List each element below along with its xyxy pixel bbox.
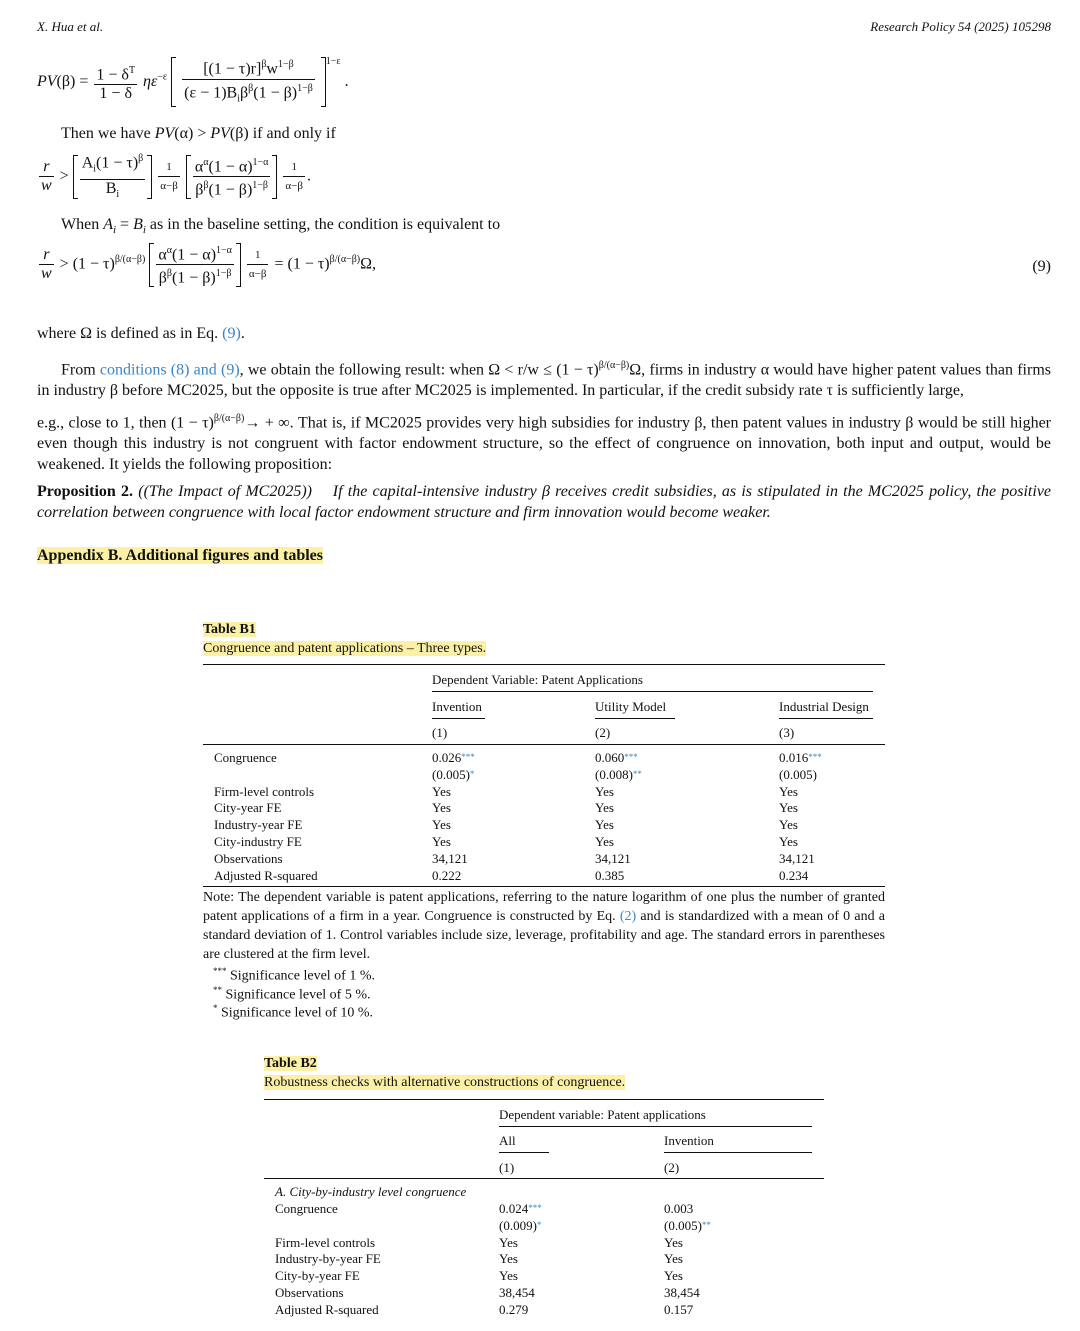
table-cell: 38,454: [664, 1285, 700, 1300]
row-label: Firm-level controls: [214, 783, 315, 799]
row-label: City-by-year FE: [275, 1268, 360, 1284]
table-cell: Yes: [779, 800, 798, 816]
sig-note-2: ** Significance level of 5 %.: [213, 985, 371, 1003]
row-label: Adjusted R-squared: [214, 867, 318, 883]
table-row: [264, 1200, 824, 1217]
table-b2-dep-rule: [499, 1126, 812, 1127]
table-cell: Yes: [499, 1251, 518, 1267]
table-row: [203, 783, 885, 800]
table-cell: Yes: [432, 834, 451, 849]
eq-9-link[interactable]: (9): [222, 325, 241, 342]
table-b1-col-num-2: (2): [595, 725, 611, 740]
significance-stars: ***: [624, 752, 638, 762]
table-cell: Yes: [595, 783, 614, 799]
table-row: [264, 1301, 824, 1318]
table-row: [203, 749, 885, 766]
table-b1-bottom-rule: [203, 886, 885, 887]
sig-note-1: *** Significance level of 1 %.: [213, 966, 376, 984]
table-cell: Yes: [499, 1268, 518, 1284]
table-cell: 34,121: [595, 850, 631, 866]
table-b1-label: Table B1: [203, 622, 256, 637]
table-cell: Yes: [664, 1234, 683, 1250]
row-label: Industry-by-year FE: [275, 1251, 381, 1267]
table-b2-caption: Robustness checks with alternative constructions of congruence.: [264, 1075, 626, 1090]
table-row: [203, 850, 885, 867]
table-row: [264, 1250, 824, 1267]
significance-stars: ***: [461, 752, 475, 762]
table-b2-panel-a: A. City-by-industry level congruence: [275, 1184, 467, 1199]
table-cell: Yes: [432, 817, 451, 833]
when-text: When $A_i = B_i$ as in the baseline setting, the condition is equivalent to: [61, 216, 501, 237]
table-b1-top-rule: [203, 664, 885, 665]
significance-stars: *: [469, 768, 475, 779]
table-b2-col-rule-2: [664, 1152, 812, 1153]
table-row: [203, 766, 885, 783]
table-cell: Yes: [664, 1268, 683, 1284]
row-label: Adjusted R-squared: [275, 1301, 379, 1317]
table-cell: Yes: [595, 800, 614, 816]
row-label: Congruence: [214, 750, 277, 765]
table-b2-col-header-2: Invention: [664, 1133, 714, 1148]
table-row: [203, 816, 885, 833]
table-cell: 0.222: [432, 867, 462, 883]
table-cell: Yes: [499, 1234, 518, 1250]
table-b2-label: Table B2: [264, 1056, 317, 1071]
table-b1-note: Note: The dependent variable is patent applications, referring to the nature logarithm of one plus the number of granted patent applications of a firm in a year. Congruence is constructed by Eq. (2) and is standardized with a mean of 0 and a standard deviation of 1. Control variables include size, leverage, profitability and age. The standard errors in parentheses are clustered at the firm level.: [203, 890, 885, 962]
table-cell: (0.005)**: [664, 1217, 711, 1233]
table-cell: (0.009)*: [499, 1217, 542, 1233]
table-b1-col-num-3: (3): [779, 725, 795, 740]
table-b2-col-rule-1: [499, 1152, 549, 1153]
sig-note-3: * Significance level of 10 %.: [213, 1003, 374, 1021]
table-row: [203, 799, 885, 816]
where-text: where Ω is defined as in Eq. (9).: [37, 325, 245, 342]
row-label: Industry-year FE: [214, 817, 303, 833]
table-cell: Yes: [595, 834, 614, 849]
row-label: City-industry FE: [214, 834, 302, 849]
conditions-link[interactable]: conditions (8) and (9): [99, 361, 240, 379]
table-cell: 34,121: [779, 850, 815, 866]
table-b2-mid-rule: [264, 1178, 824, 1179]
row-label: Observations: [275, 1285, 344, 1300]
table-cell: Yes: [432, 783, 451, 799]
equation-9: $\frac{r}{w}$ > $(1 - \tau)^{\beta/(\alpha-\beta)}$ $\frac{\alpha^\alpha(1 - \alpha)^{1-\alpha}}{\beta^\beta(1 - \beta)^{1-\beta}}$ $\frac{1}{\alpha-\beta}$ = $(1 - \tau)^{\beta/(\alpha-\beta)}\Omega$,: [37, 242, 376, 288]
significance-stars: **: [632, 768, 642, 779]
table-cell: 0.003: [664, 1201, 694, 1216]
table-b1-dep-rule: [432, 691, 873, 692]
row-label: Firm-level controls: [275, 1234, 376, 1250]
table-b2-col-num-2: (2): [664, 1160, 680, 1175]
table-cell: Yes: [432, 800, 451, 816]
table-cell: Yes: [779, 783, 798, 799]
table-cell: 0.157: [664, 1301, 694, 1317]
table-row: [203, 833, 885, 850]
table-cell: 0.279: [499, 1301, 529, 1317]
eq-2-link[interactable]: (2): [619, 909, 637, 924]
table-b1-col-header-2: Utility Model: [595, 699, 667, 714]
table-row: [264, 1217, 824, 1234]
table-row: [264, 1267, 824, 1284]
equation-pv-tilde: PV(β) = $\frac{1 - \delta^T}{1 - \delta}$ $\eta\varepsilon^{-\varepsilon}$ $\frac{[(1 - \tau)r]^\beta w^{1-\beta}}{(\varepsilon - 1)B_i\beta^\beta(1 - \beta)^{1-\beta}}$ $^{1-\varepsilon}$ .: [37, 56, 349, 108]
table-cell: Yes: [779, 834, 798, 849]
table-row: [264, 1234, 824, 1251]
table-b1-col-num-1: (1): [432, 725, 448, 740]
equation-number-9: (9): [1032, 258, 1051, 275]
significance-stars: ***: [528, 1203, 542, 1213]
running-head-author: X. Hua et al.: [37, 19, 104, 34]
table-b1-col-rule-1: [432, 718, 485, 719]
table-b2-col-num-1: (1): [499, 1160, 515, 1175]
table-b1-col-header-3: Industrial Design: [779, 699, 869, 714]
table-b2-col-header-1: All: [499, 1133, 516, 1148]
significance-stars: *: [536, 1219, 542, 1230]
equation-condition: $\frac{r}{w}$ > $\frac{A_i(1 - \tau)^\beta}{B_i}$ $\frac{1}{\alpha-\beta}$ $\frac{\alpha^\alpha(1 - \alpha)^{1-\alpha}}{\beta^\beta(1 - \beta)^{1-\beta}}$ $\frac{1}{\alpha-\beta}$ .: [37, 150, 311, 204]
table-b1-dep-var: Dependent Variable: Patent Applications: [432, 672, 643, 687]
paragraph-1: From conditions (8) and (9), we obtain the following result: when $\Omega < r/w \le (1 - \tau)^{\beta/(\alpha-\beta)}\Omega$, firms in industry α would have higher patent values than firms in industry β before MC2025, but the opposite is true after MC2025 is implemented. In particular, if the credit subsidy rate τ is sufficiently large,: [37, 360, 1052, 400]
paragraph-2: e.g., close to 1, then $(1 - \tau)^{\beta/(\alpha-\beta)}\to$ + ∞. That is, if MC2025 provides very high subsidies for industry β, then patent values in industry β would be still higher even though this industry is not congruent with factor endowment structure, so the effect of congruence on innovation, both input and output, would be weakened. It yields the following proposition:: [37, 413, 1052, 474]
table-cell: (0.005): [779, 766, 817, 782]
proposition-2: Proposition 2. ((The Impact of MC2025)) If the capital-intensive industry β receives credit subsidies, as is stipulated in the MC2025 policy, the positive correlation between congruence with local factor endowment structure and firm innovation would become weaker.: [37, 483, 1052, 521]
table-b2-dep-var: Dependent variable: Patent applications: [499, 1107, 706, 1122]
table-cell: (0.008)**: [595, 766, 642, 782]
table-b1-col-rule-2: [595, 718, 675, 719]
table-cell: (0.005)*: [432, 766, 475, 782]
significance-stars: ***: [808, 752, 822, 762]
row-label: Congruence: [275, 1201, 338, 1216]
then-text: Then we have PV(α) > PV(β) if and only if: [61, 125, 336, 142]
table-cell: 0.234: [779, 867, 809, 883]
table-b1-col-header-1: Invention: [432, 699, 482, 714]
row-label: City-year FE: [214, 800, 282, 816]
significance-stars: **: [701, 1219, 711, 1230]
running-head-journal: Research Policy 54 (2025) 105298: [870, 19, 1051, 34]
table-b1-col-rule-3: [779, 718, 873, 719]
row-label: Observations: [214, 850, 283, 866]
table-cell: Yes: [779, 817, 798, 833]
table-cell: 0.026***: [432, 750, 475, 765]
table-cell: 38,454: [499, 1285, 535, 1300]
table-cell: Yes: [664, 1251, 683, 1267]
table-cell: 0.060***: [595, 750, 638, 765]
table-cell: 34,121: [432, 850, 468, 866]
table-b1-mid-rule: [203, 744, 885, 745]
table-b2-top-rule: [264, 1099, 824, 1100]
table-b1-caption: Congruence and patent applications – Three types.: [203, 641, 487, 656]
table-row: [203, 867, 885, 884]
table-cell: 0.024***: [499, 1201, 542, 1216]
table-row: [264, 1284, 824, 1301]
table-cell: Yes: [595, 817, 614, 833]
table-cell: 0.016***: [779, 750, 822, 765]
table-cell: 0.385: [595, 867, 625, 883]
appendix-heading: Appendix B. Additional figures and tables: [37, 547, 324, 564]
